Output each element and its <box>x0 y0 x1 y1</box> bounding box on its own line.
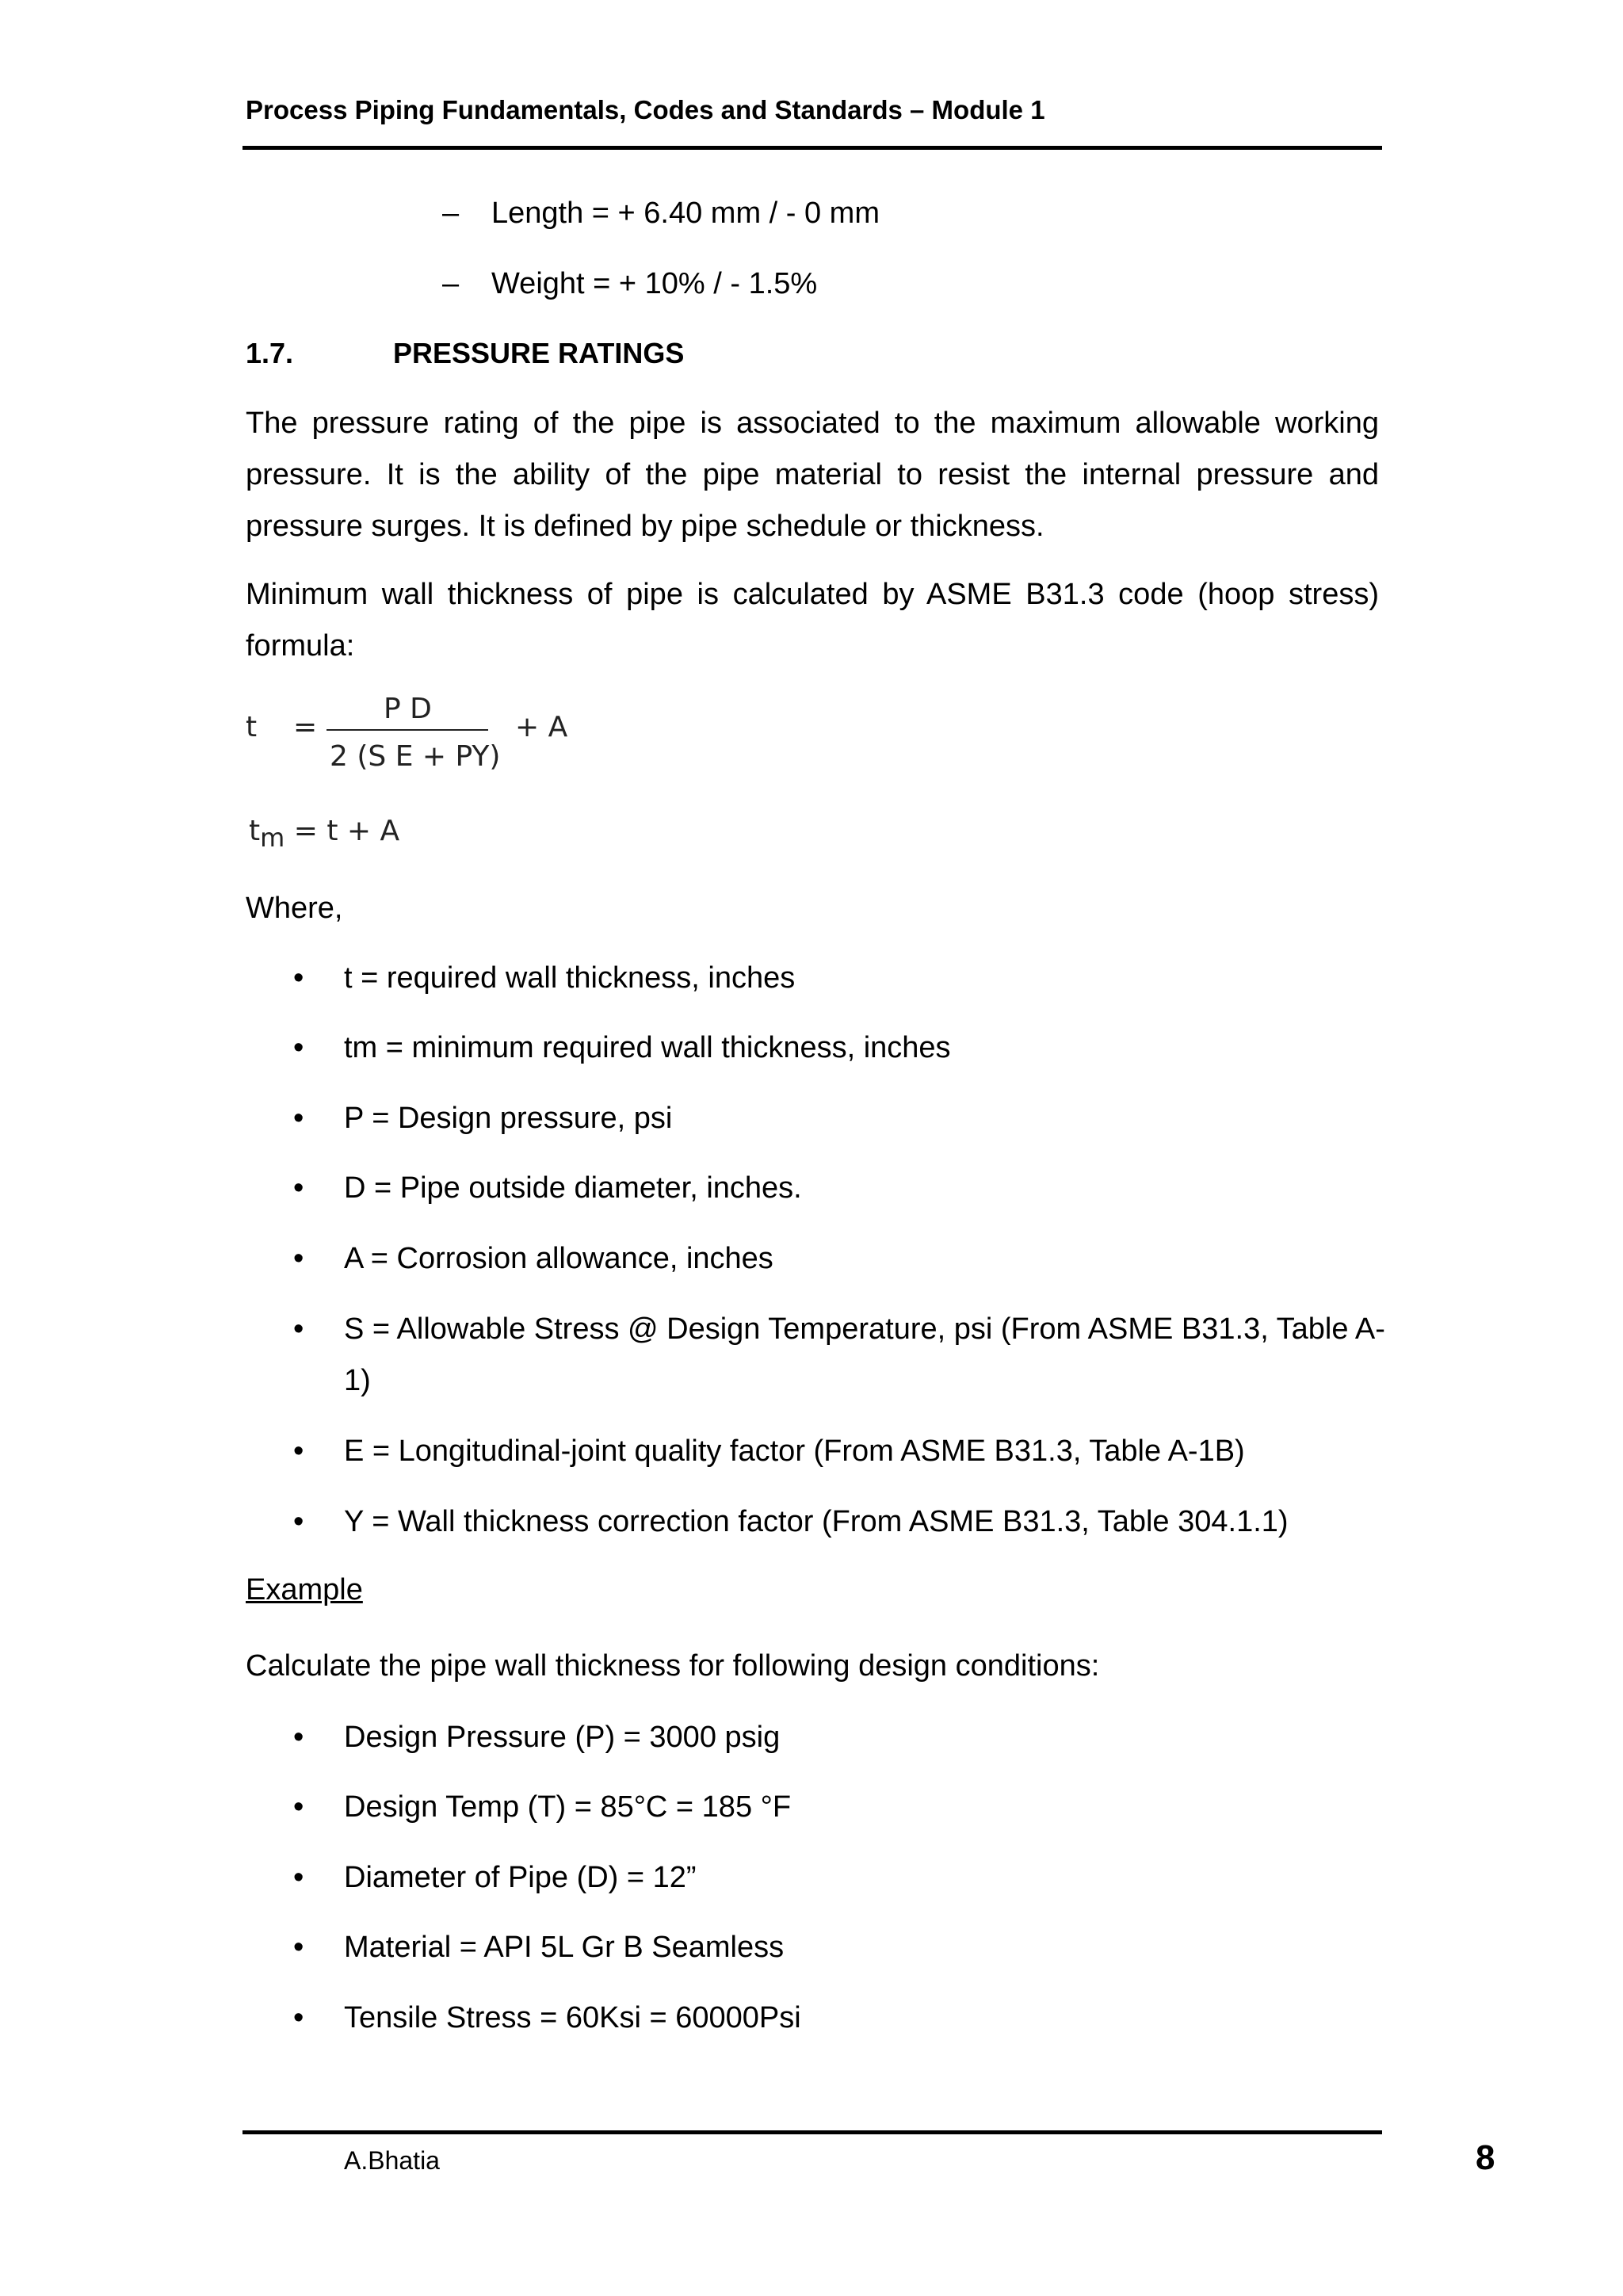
condition-text: Design Pressure (P) = 3000 psig <box>344 1721 781 1754</box>
tolerance-text: Length = + 6.40 mm / - 0 mm <box>491 197 880 230</box>
tm-rhs: = t + A <box>293 815 400 847</box>
condition-text: Diameter of Pipe (D) = 12” <box>344 1861 697 1894</box>
definition-text: S = Allowable Stress @ Design Temperature, psi (From ASME B31.3, Table A-1) <box>344 1312 1385 1397</box>
section-title: PRESSURE RATINGS <box>393 337 685 369</box>
tm-subscript: m <box>260 823 285 854</box>
page-number: 8 <box>1476 2138 1495 2177</box>
definition-text: t = required wall thickness, inches <box>344 961 796 995</box>
definition-item <box>293 1093 1387 1144</box>
dash-marker: – <box>442 267 460 300</box>
definition-text: A = Corrosion allowance, inches <box>344 1242 773 1275</box>
example-heading: Example <box>246 1573 363 1606</box>
definition-text: D = Pipe outside diameter, inches. <box>344 1171 802 1205</box>
tolerance-text: Weight = + 10% / - 1.5% <box>491 267 818 300</box>
tm-base: t <box>249 815 261 847</box>
fraction-bar <box>327 729 488 731</box>
bullet-marker: • <box>293 1505 304 1538</box>
header-rule <box>242 146 1382 150</box>
where-label: Where, <box>246 892 343 925</box>
bullet-marker: • <box>293 1861 304 1894</box>
condition-item <box>293 1852 1387 1904</box>
tolerance-item <box>442 267 817 301</box>
definition-text: P = Design pressure, psi <box>344 1102 673 1135</box>
condition-text: Tensile Stress = 60Ksi = 60000Psi <box>344 2001 801 2034</box>
condition-item <box>293 1782 1387 1833</box>
formula-plus-term: + A <box>515 711 568 743</box>
definition-item <box>293 1304 1387 1407</box>
bullet-marker: • <box>293 1721 304 1754</box>
formula-lhs: t <box>246 711 258 743</box>
footer-author: A.Bhatia <box>344 2146 440 2175</box>
header-title: Process Piping Fundamentals, Codes and Standards – Module 1 <box>246 95 1045 124</box>
definition-item <box>293 953 1387 1004</box>
condition-item <box>293 1712 1387 1763</box>
condition-text: Material = API 5L Gr B Seamless <box>344 1931 785 1964</box>
bullet-marker: • <box>293 1171 304 1205</box>
bullet-marker: • <box>293 961 304 995</box>
example-task: Calculate the pipe wall thickness for following design conditions: <box>246 1649 1100 1683</box>
tolerance-item <box>442 197 880 231</box>
intro-paragraph: The pressure rating of the pipe is associated to the maximum allowable working pressure. It is the ability of the pipe material to resist the internal pressure and pressure surges. It is defined by pipe schedule or thickness. <box>246 407 1379 543</box>
definition-text: tm = minimum required wall thickness, inches <box>344 1031 951 1064</box>
bullet-marker: • <box>293 1031 304 1064</box>
definition-item <box>293 1163 1387 1214</box>
formula-numerator: P D <box>384 693 432 725</box>
definition-text: Y = Wall thickness correction factor (From ASME B31.3, Table 304.1.1) <box>344 1505 1289 1538</box>
section-number: 1.7. <box>246 337 294 369</box>
definition-item <box>293 1426 1387 1477</box>
definition-text: E = Longitudinal-joint quality factor (From ASME B31.3, Table A-1B) <box>344 1435 1245 1468</box>
condition-text: Design Temp (T) = 85°C = 185 °F <box>344 1790 792 1824</box>
formula-denominator: 2 (S E + PY) <box>330 740 501 773</box>
bullet-marker: • <box>293 1790 304 1824</box>
bullet-marker: • <box>293 1931 304 1964</box>
condition-item <box>293 1922 1387 1973</box>
bullet-marker: • <box>293 1242 304 1275</box>
formula-intro-paragraph: Minimum wall thickness of pipe is calculated by ASME B31.3 code (hoop stress) formula: <box>246 578 1379 663</box>
dash-marker: – <box>442 197 460 230</box>
bullet-marker: • <box>293 2001 304 2034</box>
definition-item <box>293 1233 1387 1285</box>
tm-formula <box>249 815 399 853</box>
bullet-marker: • <box>293 1102 304 1135</box>
bullet-marker: • <box>293 1435 304 1468</box>
definition-item <box>293 1022 1387 1074</box>
footer-rule <box>242 2130 1382 2134</box>
definition-item <box>293 1496 1387 1548</box>
condition-item <box>293 1992 1387 2044</box>
bullet-marker: • <box>293 1312 304 1346</box>
formula-equals: = <box>293 711 318 743</box>
